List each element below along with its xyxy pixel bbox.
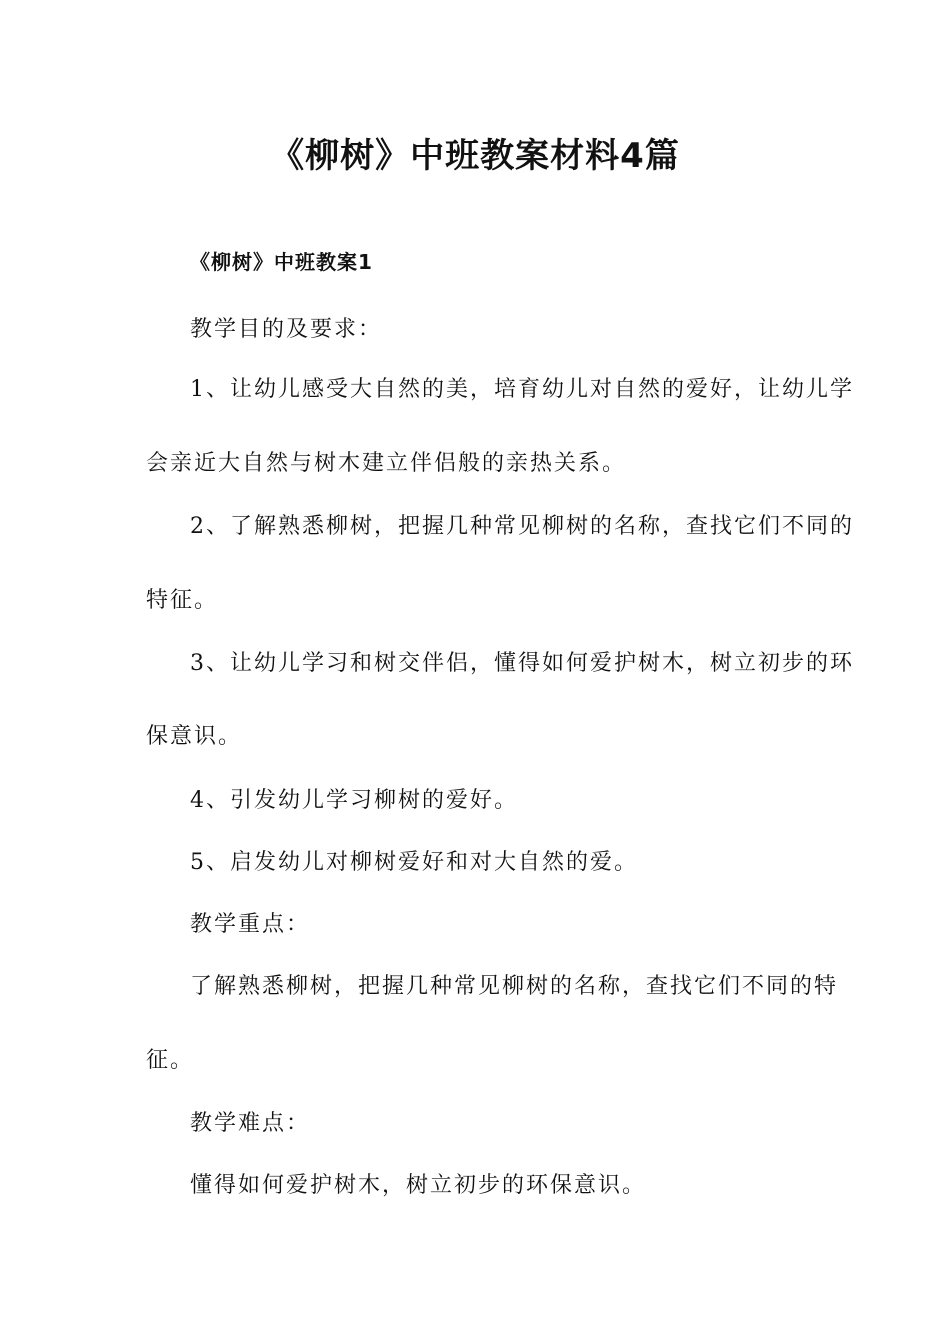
paragraph-line: 教学难点： xyxy=(190,1111,311,1136)
paragraph-line: 2、了解熟悉柳树，把握几种常见柳树的名称，查找它们不同的 xyxy=(190,514,854,539)
paragraph-line: 特征。 xyxy=(146,588,219,613)
paragraph-line: 3、让幼儿学习和树交伴侣，懂得如何爱护树木，树立初步的环 xyxy=(190,651,854,676)
paragraph-line: 1、让幼儿感受大自然的美，培育幼儿对自然的爱好，让幼儿学 xyxy=(190,377,854,402)
section-title: 《柳树》中班教案1 xyxy=(190,250,373,274)
paragraph-line: 征。 xyxy=(146,1048,195,1073)
paragraph-line: 了解熟悉柳树，把握几种常见柳树的名称，查找它们不同的特 xyxy=(190,974,839,999)
paragraph-line: 4、引发幼儿学习柳树的爱好。 xyxy=(190,788,518,813)
paragraph-line: 教学重点： xyxy=(190,912,311,937)
paragraph-line: 教学目的及要求： xyxy=(190,317,383,342)
paragraph-line: 5、启发幼儿对柳树爱好和对大自然的爱。 xyxy=(190,850,638,875)
document-title: 《柳树》中班教案材料4篇 xyxy=(270,136,680,176)
paragraph-line: 懂得如何爱护树木，树立初步的环保意识。 xyxy=(190,1173,647,1198)
paragraph-line: 保意识。 xyxy=(146,724,243,749)
paragraph-line: 会亲近大自然与树木建立伴侣般的亲热关系。 xyxy=(146,451,627,476)
